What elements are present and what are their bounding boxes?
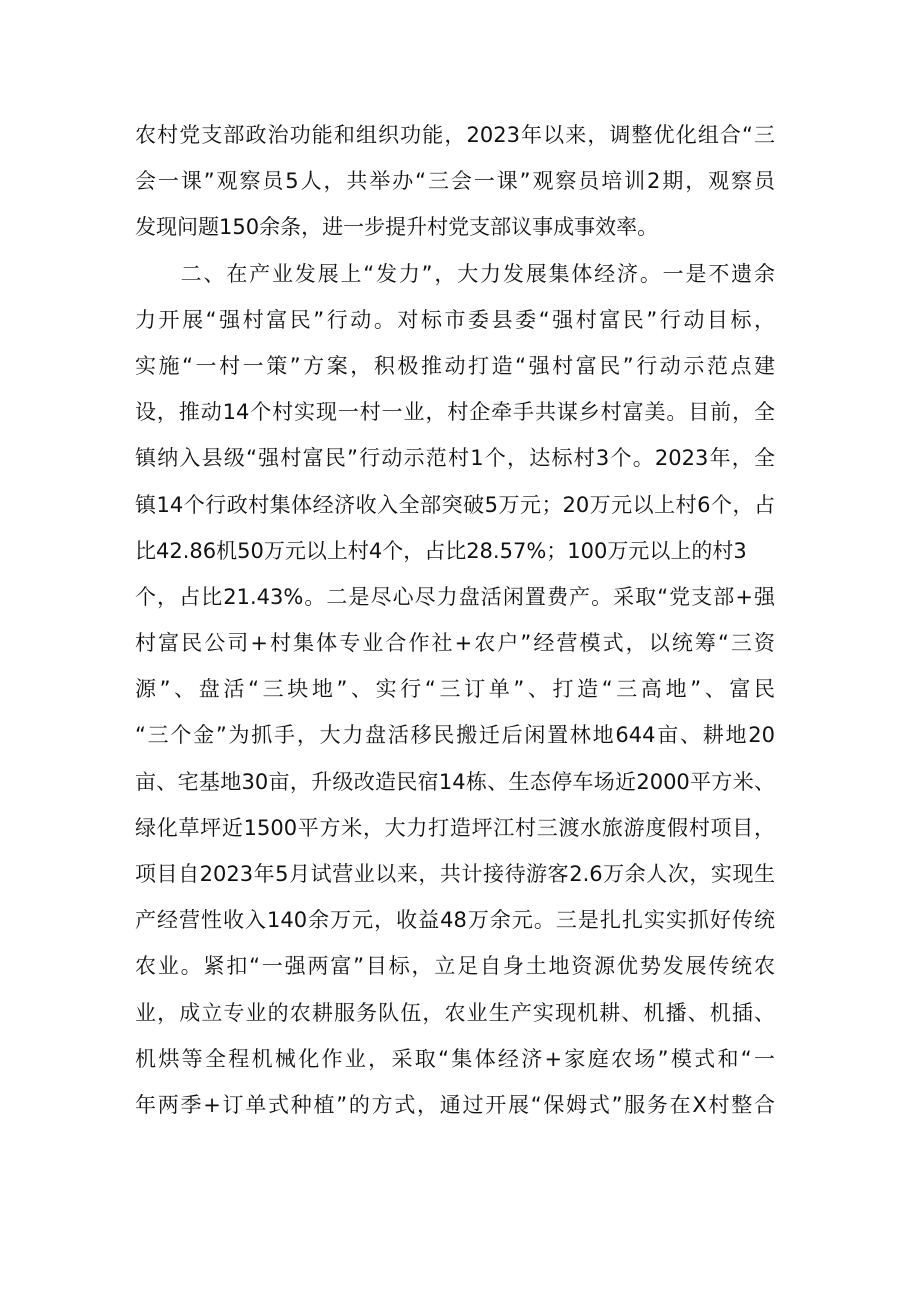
text-line-16: 绿化草坪近1500平方米，大力打造坪江村三渡水旅游度假村项目，: [135, 815, 775, 840]
text-line-1: 农村党支部政治功能和组织功能，2023年以来，调整优化组合“三: [135, 123, 775, 147]
text-line-22: 年两季+订单式种植”的方式，通过开展“保姆式”服务在X村整合: [135, 1092, 775, 1117]
text-line-19: 农业。紧扣“一强两富”目标，立足自身土地资源优势发展传统农: [135, 954, 775, 979]
text-line-5: 力开展“强村富民”行动。对标市委县委“强村富民”行动目标，: [135, 307, 775, 332]
text-line-14: “三个金”为抓手，大力盘活移民搬迁后闲置林地644亩、耕地20: [135, 723, 775, 748]
text-line-3: 发现问题150余条，进一步提升村党支部议事成事效率。: [135, 215, 659, 240]
text-line-13: 源”、盘活“三块地”、实行“三订单”、打造“三高地”、富民: [135, 677, 775, 702]
text-line-15: 亩、宅基地30亩，升级改造民宿14栋、生态停车场近2000平方米、: [135, 769, 775, 794]
text-line-4: 二、在产业发展上“发力”，大力发展集体经济。一是不遗余: [135, 261, 775, 286]
text-line-20: 业，成立专业的农耕服务队伍，农业生产实现机耕、机播、机插、: [135, 1000, 775, 1025]
body-text: [135, 112, 775, 1128]
text-line-8: 镇纳入县级“强村富民”行动示范村1个，达标村3个。2023年，全: [135, 446, 775, 471]
text-line-11: 个，占比21.43%。二是尽心尽力盘活闲置费产。采取“党支部+强: [135, 584, 775, 609]
text-line-21: 机烘等全程机械化作业，采取“集体经济+家庭农场”模式和“一: [135, 1046, 775, 1071]
text-line-9: 镇14个行政村集体经济收入全部突破5万元；20万元以上村6个，占: [135, 492, 775, 517]
text-line-17: 项目自2023年5月试营业以来，共计接待游客2.6万余人次，实现生: [135, 862, 775, 886]
text-line-7: 设，推动14个村实现一村一业，村企牵手共谋乡村富美。目前，全: [135, 400, 775, 425]
text-line-2: 会一课”观察员5人，共举办“三会一课”观察员培训2期，观察员: [135, 169, 775, 194]
text-line-10: 比42.86机50万元以上村4个，占比28.57%；100万元以上的村3: [135, 538, 747, 563]
text-line-18: 产经营性收入140余万元，收益48万余元。三是扎扎实实抓好传统: [135, 908, 775, 933]
text-line-6: 实施“一村一策”方案，积极推动打造“强村富民”行动示范点建: [135, 353, 775, 378]
text-line-12: 村富民公司+村集体专业合作社+农户”经营模式，以统筹“三资: [135, 631, 775, 656]
